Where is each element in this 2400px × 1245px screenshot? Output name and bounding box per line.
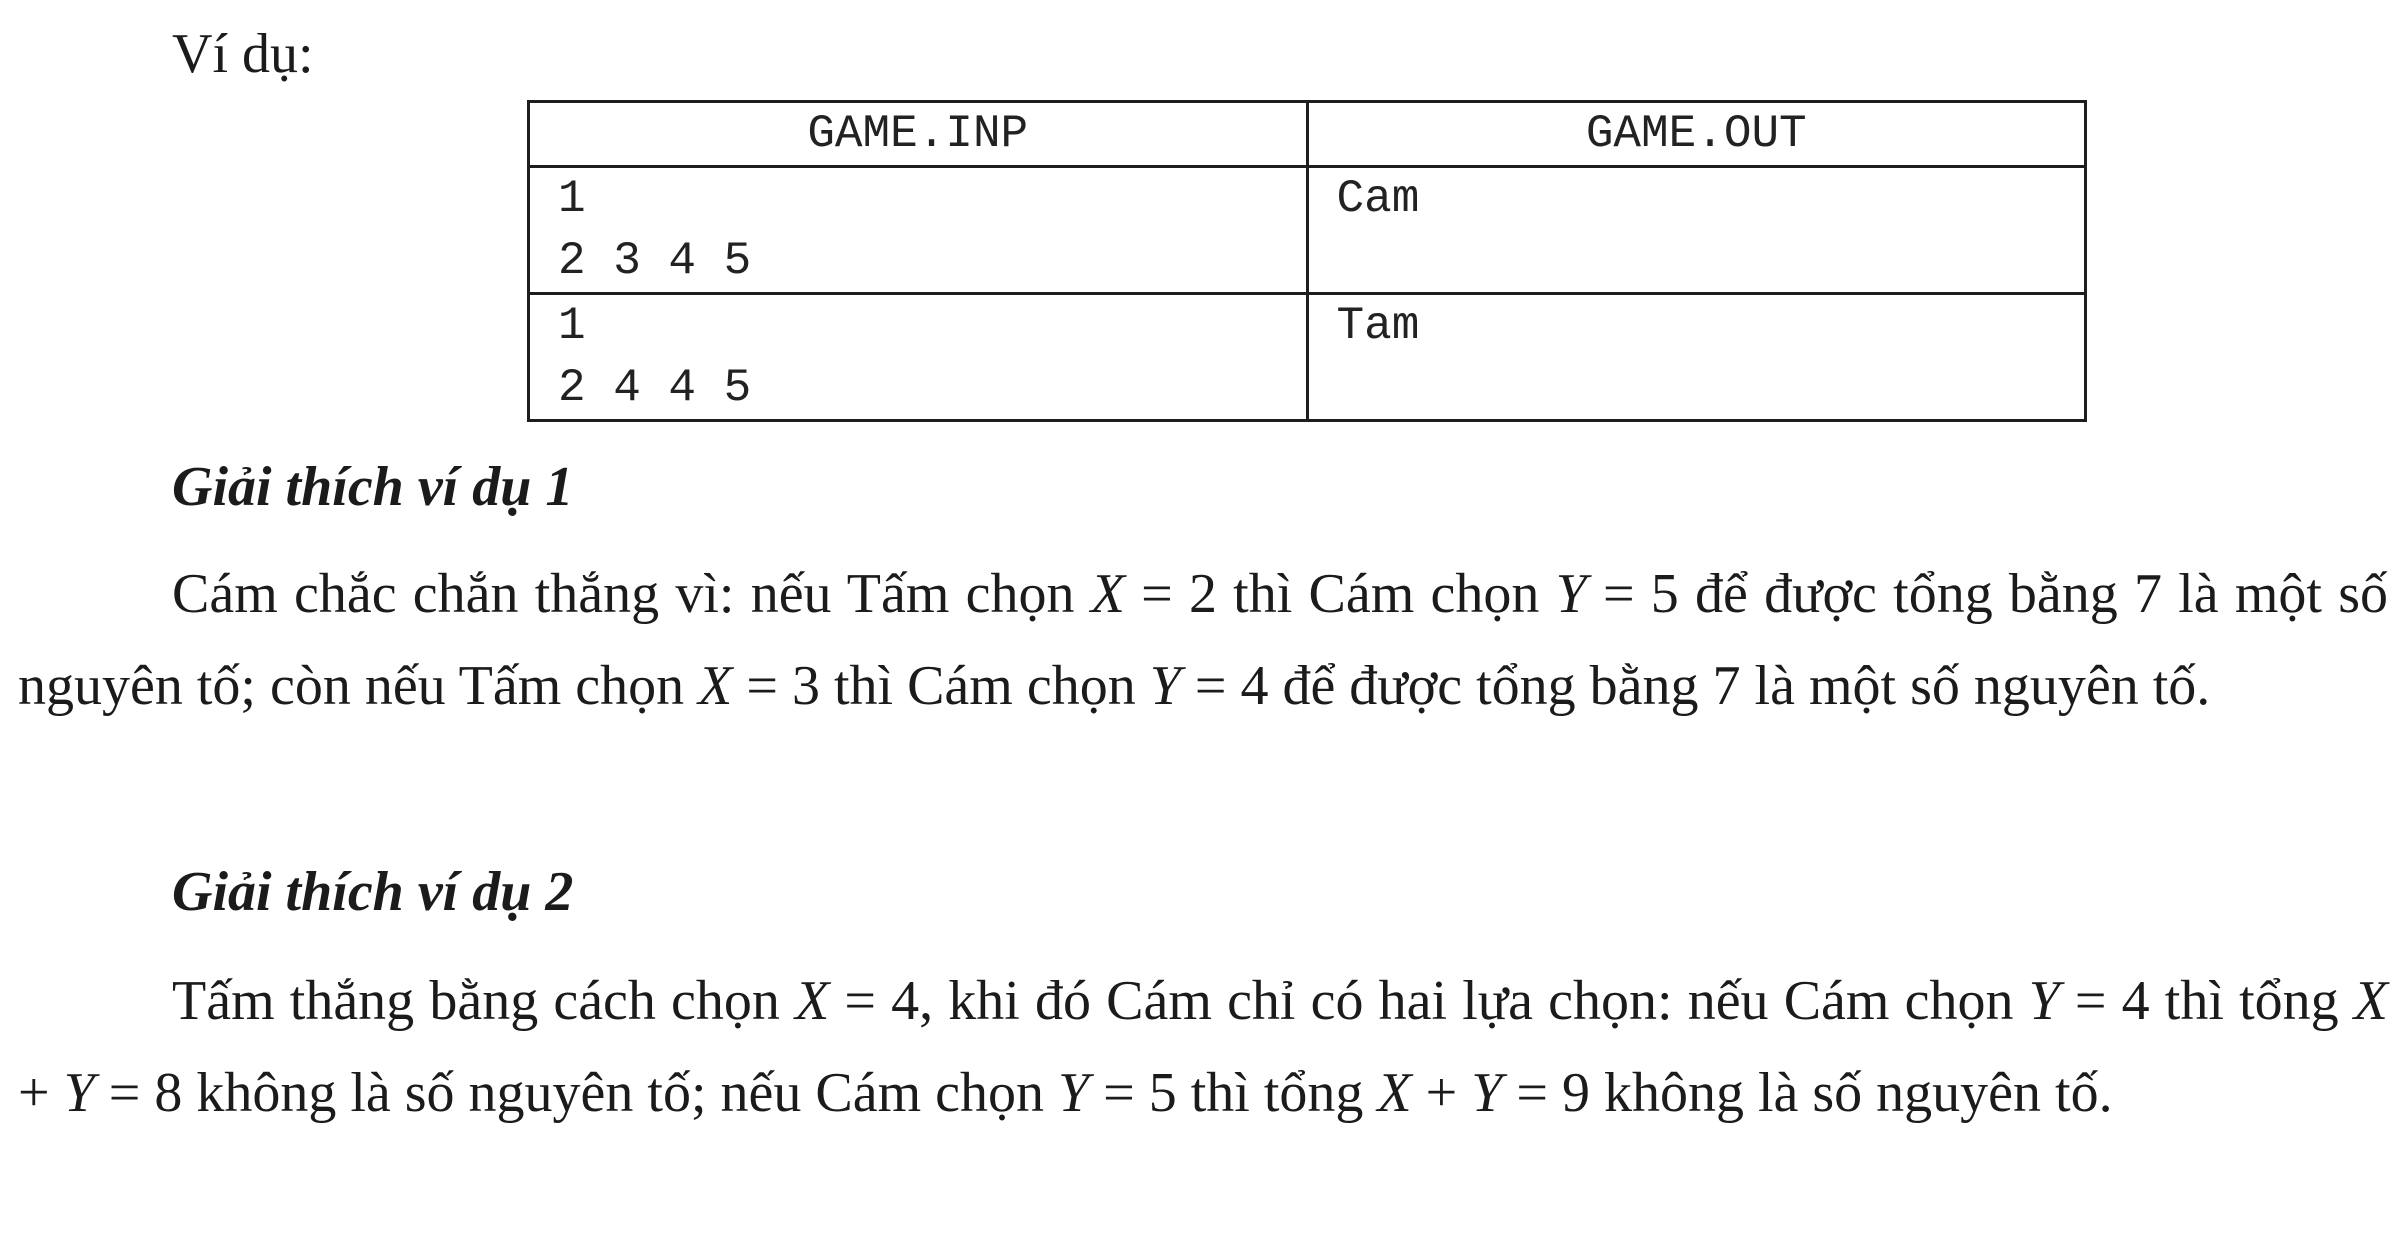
output-cell — [1307, 294, 2086, 421]
input-line: 1 — [558, 300, 586, 352]
input-cell — [529, 167, 1308, 294]
table-row — [529, 167, 2086, 294]
io-example-table — [527, 100, 2087, 422]
output-line: Tam — [1336, 300, 1420, 352]
explanation-2-text: Tấm thắng bằng cách chọn X = 4, khi đó Cám chỉ có hai lựa chọn: nếu Cám chọn Y = 4 thì tổng X + Y = 8 không là số nguyên tố; nếu Cám chọn Y = 5 thì tổng X + Y = 9 không là số nguyên tố. — [18, 970, 2389, 1124]
output-line: Cam — [1336, 173, 1420, 225]
input-cell — [529, 294, 1308, 421]
table-header-row — [529, 102, 2086, 167]
input-line: 1 — [558, 173, 586, 225]
example-label: Ví dụ: — [172, 23, 314, 85]
input-line: 2 4 4 5 — [558, 362, 752, 414]
input-line: 2 3 4 5 — [558, 235, 752, 287]
explanation-2-title: Giải thích ví dụ 2 — [172, 861, 574, 923]
output-cell — [1307, 167, 2086, 294]
header-game-out: GAME.OUT — [1307, 102, 2086, 167]
explanation-1-text: Cám chắc chắn thắng vì: nếu Tấm chọn X = 2 thì Cám chọn Y = 5 để được tổng bằng 7 là một số nguyên tố; còn nếu Tấm chọn X = 3 thì Cám chọn Y = 4 để được tổng bằng 7 là một số nguyên tố. — [18, 563, 2388, 717]
table-row — [529, 294, 2086, 421]
header-game-inp: GAME.INP — [529, 102, 1308, 167]
explanation-2-paragraph — [18, 955, 2388, 1139]
explanation-1-title: Giải thích ví dụ 1 — [172, 456, 574, 518]
explanation-1-paragraph — [18, 548, 2388, 732]
